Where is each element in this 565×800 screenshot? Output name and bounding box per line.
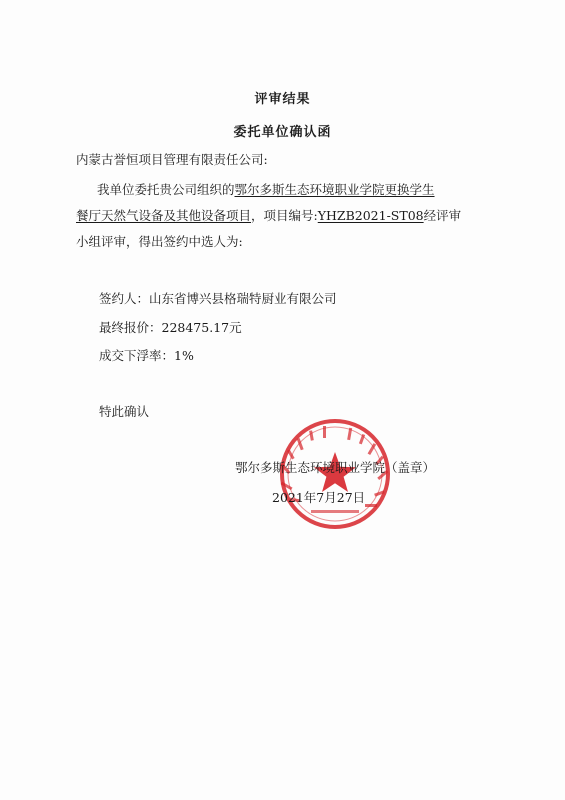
body-middle: ，项目编号: — [251, 208, 318, 223]
body-line-2 — [76, 206, 461, 224]
project-name-part-1: 鄂尔多斯生态环境职业学院更换学生 — [234, 182, 435, 197]
body-prefix: 我单位委托贵公司组织的 — [97, 182, 235, 197]
closing-text: 特此确认 — [99, 404, 150, 419]
document-title: 评审结果 — [254, 92, 311, 107]
body-suffix: 经评审 — [423, 208, 462, 223]
document-subtitle: 委托单位确认函 — [233, 125, 332, 140]
body-line-1 — [97, 180, 435, 198]
body-line-3: 小组评审，得出签约中选人为: — [76, 234, 243, 249]
signature-org: 鄂尔多斯生态环境职业学院（盖章） — [235, 460, 436, 475]
addressee: 内蒙古誉恒项目管理有限责任公司: — [76, 152, 268, 167]
winner-line: 签约人：山东省博兴县格瑞特厨业有限公司 — [99, 291, 337, 306]
project-code: YHZB2021-ST08 — [317, 208, 424, 223]
discount-line: 成交下浮率：1% — [99, 348, 194, 363]
price-line: 最终报价：228475.17元 — [99, 320, 242, 335]
signature-date: 2021年7月27日 — [272, 490, 366, 505]
project-name-part-2: 餐厅天然气设备及其他设备项目 — [76, 208, 252, 223]
